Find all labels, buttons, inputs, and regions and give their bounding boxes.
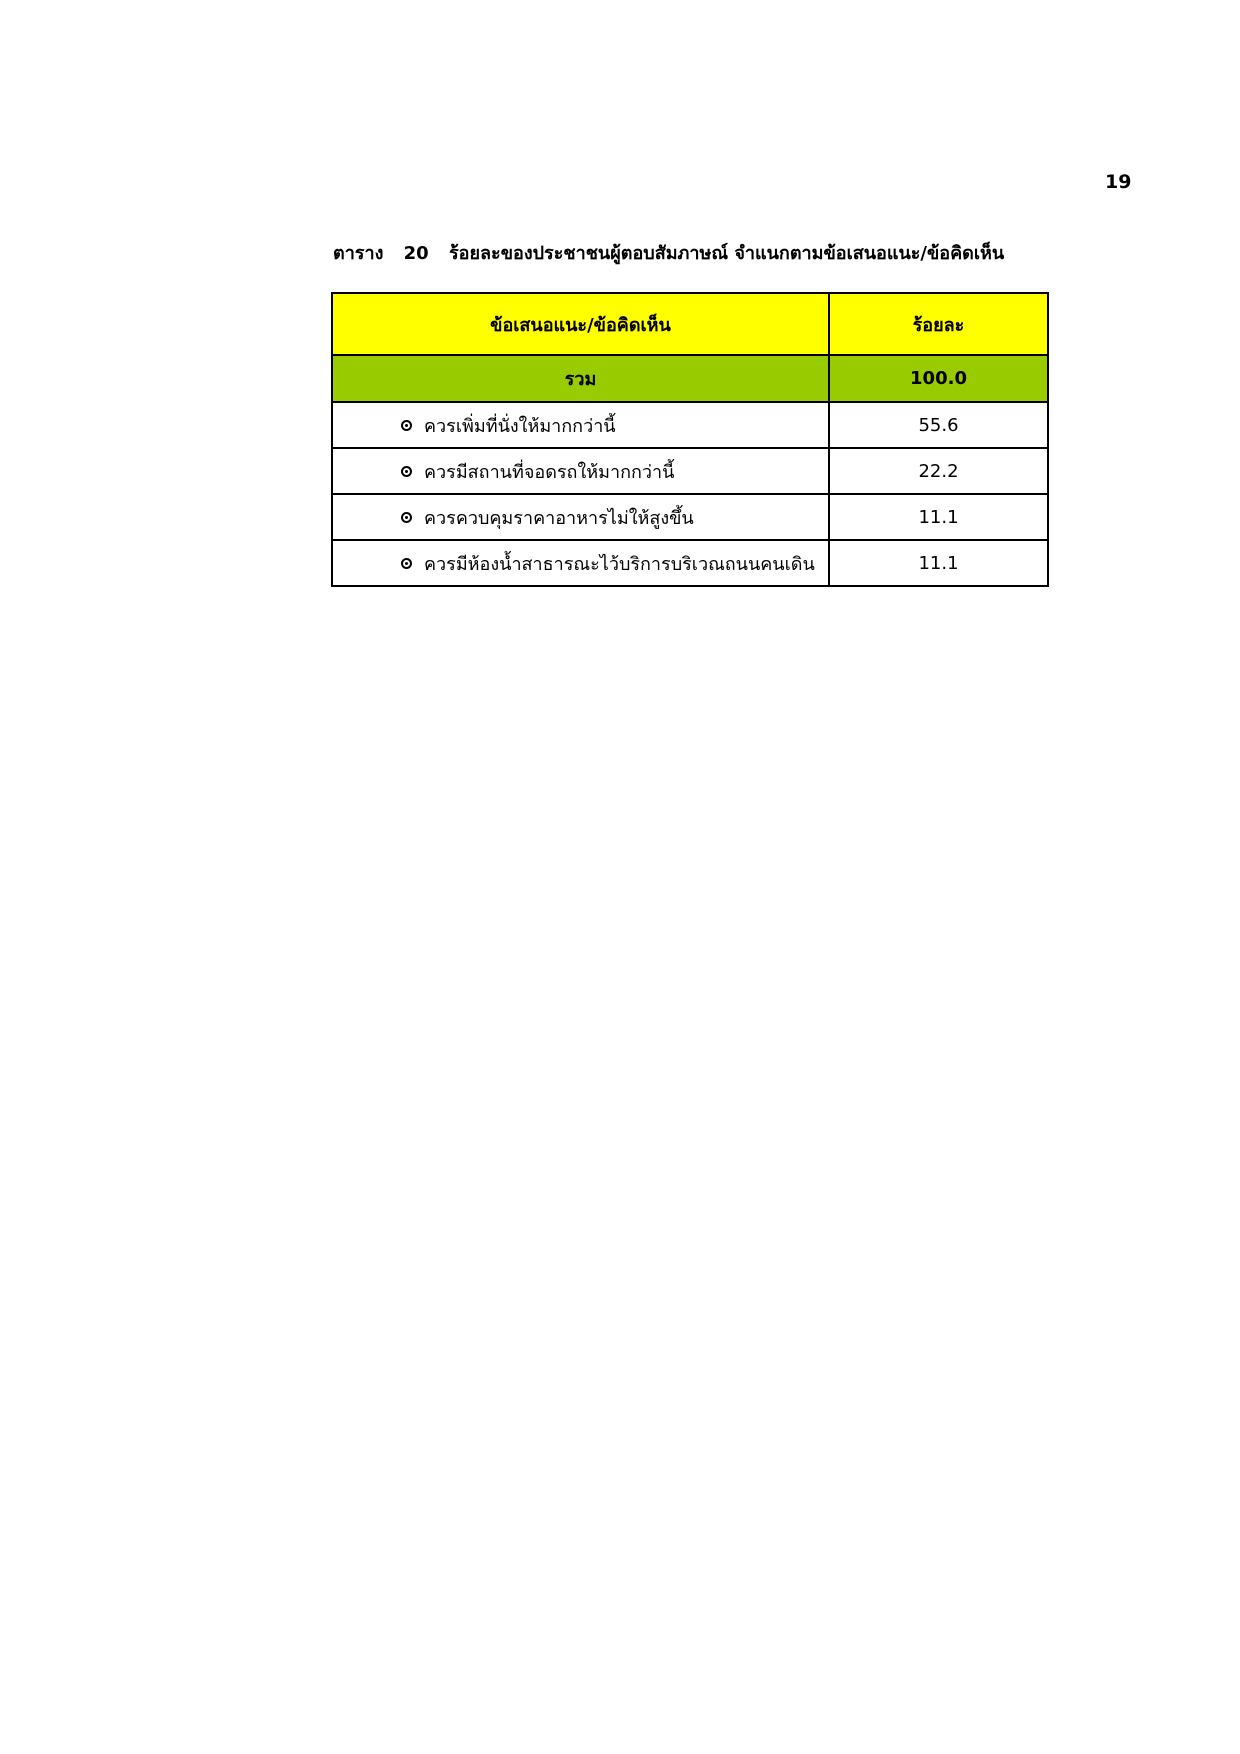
header-percent: ร้อยละ	[829, 293, 1048, 355]
double-circle-bullet-icon	[401, 466, 412, 477]
table-row	[332, 540, 1048, 586]
row-value: 22.2	[829, 448, 1048, 494]
double-circle-bullet-icon	[401, 512, 412, 523]
total-value: 100.0	[829, 355, 1048, 402]
table-row	[332, 402, 1048, 448]
header-suggestion: ข้อเสนอแนะ/ข้อคิดเห็น	[332, 293, 829, 355]
caption-label: ตาราง	[333, 243, 384, 264]
caption-number: 20	[403, 243, 429, 264]
row-label-cell	[332, 540, 829, 586]
table-header-row	[332, 293, 1048, 355]
caption-text: ร้อยละของประชาชนผู้ตอบสัมภาษณ์ จำแนกตามข้อเสนอแนะ/ข้อคิดเห็น	[449, 243, 1005, 264]
table-row	[332, 448, 1048, 494]
row-label: ควรเพิ่มที่นั่งให้มากกว่านี้	[424, 415, 616, 437]
row-value: 11.1	[829, 540, 1048, 586]
row-label-cell	[332, 494, 829, 540]
row-value: 11.1	[829, 494, 1048, 540]
double-circle-bullet-icon	[401, 558, 412, 569]
row-label-cell	[332, 402, 829, 448]
row-label: ควรมีสถานที่จอดรถให้มากกว่านี้	[424, 461, 675, 483]
suggestions-table	[331, 292, 1049, 587]
page-number: 19	[1105, 171, 1132, 193]
row-label: ควรมีห้องน้ำสาธารณะไว้บริการบริเวณถนนคนเดิน	[424, 553, 815, 575]
total-label: รวม	[332, 355, 829, 402]
row-value: 55.6	[829, 402, 1048, 448]
table-row	[332, 494, 1048, 540]
table-caption	[333, 240, 1053, 268]
double-circle-bullet-icon	[401, 420, 412, 431]
row-label: ควรควบคุมราคาอาหารไม่ให้สูงขึ้น	[424, 507, 694, 529]
table-total-row	[332, 355, 1048, 402]
row-label-cell	[332, 448, 829, 494]
